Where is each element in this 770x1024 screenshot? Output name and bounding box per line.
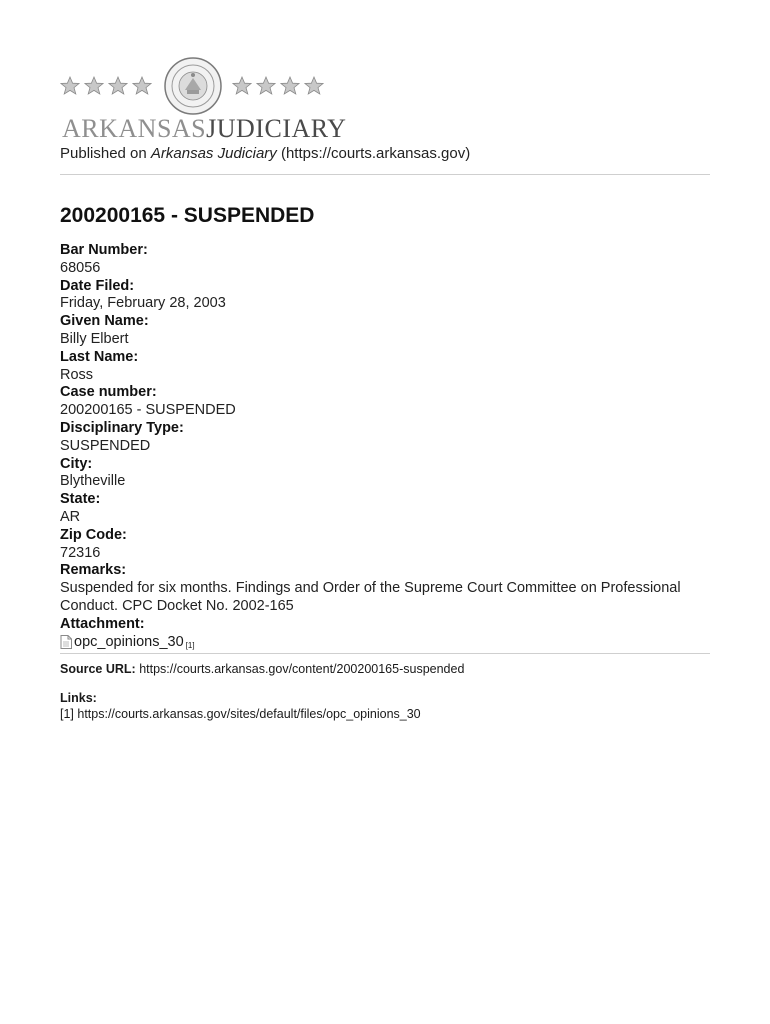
star-icon — [280, 76, 300, 96]
field-value: Ross — [60, 366, 94, 383]
published-line — [60, 145, 712, 163]
star-icon — [232, 76, 252, 96]
star-icon — [256, 76, 276, 96]
case-fields — [60, 242, 712, 616]
document-page — [60, 0, 712, 722]
star-icon — [108, 76, 128, 96]
field-label: Bar Number: — [60, 242, 148, 258]
field-label: Disciplinary Type: — [60, 419, 184, 436]
site-name: Arkansas Judiciary — [150, 145, 277, 162]
field-label: State: — [60, 491, 101, 508]
header-divider — [60, 174, 710, 175]
links-heading: Links: — [60, 691, 97, 706]
attachment-ref: [1] — [185, 640, 195, 650]
field-value: 72316 — [60, 544, 101, 561]
field-label: Case number: — [60, 384, 157, 401]
link-item[interactable]: [1] https://courts.arkansas.gov/sites/default/files/opc_opinions_30 — [60, 707, 421, 722]
attachment-label: Attachment: — [60, 615, 145, 632]
field-value: 200200165 - SUSPENDED — [60, 402, 236, 419]
stars-right — [232, 76, 324, 96]
field-label: Remarks: — [60, 562, 127, 579]
field-label: Last Name: — [60, 348, 139, 365]
stars-left — [60, 76, 152, 96]
attachment-link[interactable]: opc_opinions_30 — [74, 633, 184, 650]
star-icon — [84, 76, 104, 96]
links-list — [60, 706, 712, 722]
field-value: Billy Elbert — [60, 330, 129, 347]
star-icon — [304, 76, 324, 96]
source-url-label: Source URL: — [60, 662, 136, 677]
field-label: City: — [60, 455, 93, 472]
field-value: Blytheville — [60, 473, 126, 490]
source-url-line — [60, 661, 712, 677]
field-label: Date Filed: — [60, 277, 135, 294]
logo-word-arkansas: ARKANSAS — [62, 114, 207, 143]
published-prefix: Published on — [60, 145, 151, 162]
page-title: 200200165 - SUSPENDED — [60, 204, 315, 227]
field-label: Given Name: — [60, 313, 149, 330]
field-value: Friday, February 28, 2003 — [60, 295, 226, 312]
site-url-link[interactable]: (https://courts.arkansas.gov) — [280, 145, 471, 162]
star-icon — [60, 76, 80, 96]
state-seal-icon — [163, 56, 223, 116]
footer-divider — [60, 653, 710, 654]
field-value: SUSPENDED — [60, 437, 151, 454]
source-url-link[interactable]: https://courts.arkansas.gov/content/200200165-suspended — [139, 662, 465, 677]
site-logo[interactable] — [60, 0, 712, 145]
logo-wordmark — [62, 116, 346, 142]
logo-word-judiciary: JUDICIARY — [206, 114, 347, 143]
field-label: Zip Code: — [60, 526, 127, 543]
star-icon — [132, 76, 152, 96]
field-value: 68056 — [60, 259, 101, 276]
field-value: AR — [60, 508, 81, 525]
attachment-item[interactable] — [60, 634, 712, 652]
file-icon — [60, 635, 72, 649]
field-value: Suspended for six months. Findings and Order of the Supreme Court Committee on Professional Conduct. CPC Docket No. 2002-165 — [60, 580, 681, 614]
